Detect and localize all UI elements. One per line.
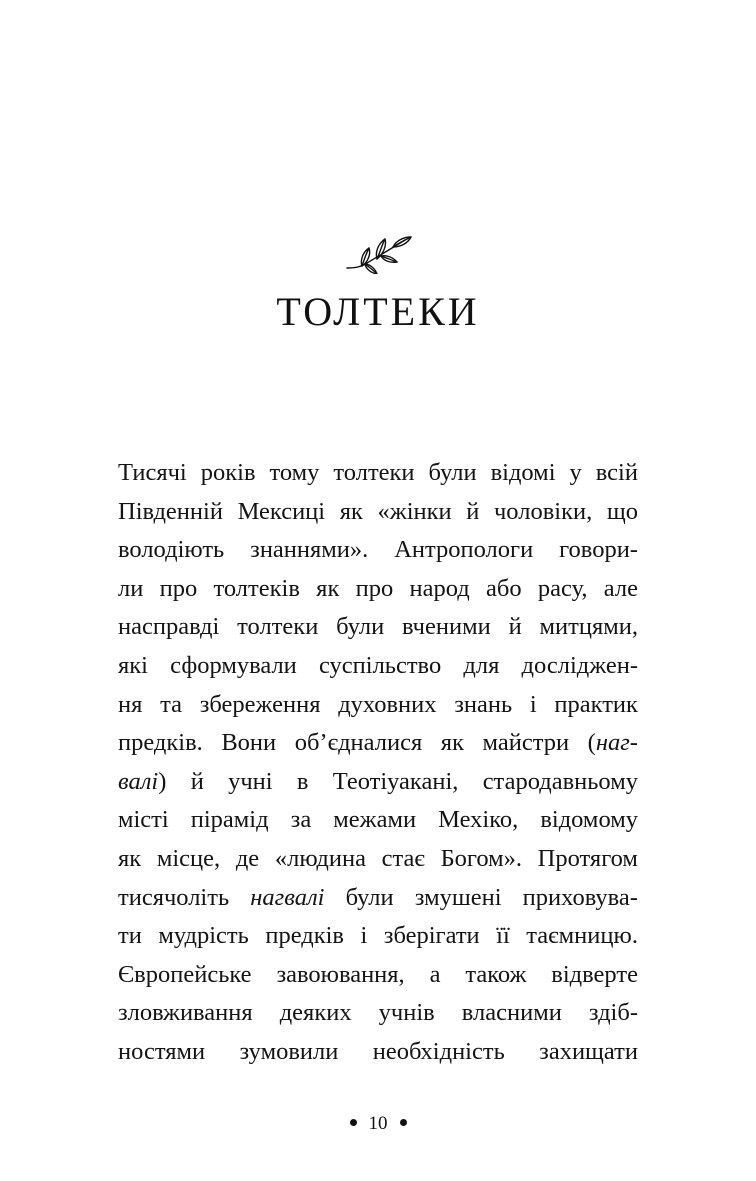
- word-fragment: межами: [333, 806, 417, 834]
- word-fragment: ти: [118, 922, 142, 950]
- word: [522, 647, 638, 686]
- word-fragment: Антропологи: [394, 536, 534, 564]
- word: [319, 647, 441, 686]
- word-fragment: які: [118, 651, 148, 679]
- word-fragment: стає: [381, 844, 425, 872]
- word-fragment: також: [465, 960, 527, 988]
- word: [340, 493, 363, 532]
- word-fragment: були: [428, 459, 477, 486]
- word-fragment: чоловіки,: [493, 497, 593, 525]
- word-fragment: місце,: [156, 844, 221, 872]
- word: [441, 724, 464, 763]
- italic-term: нагвалі: [250, 883, 325, 911]
- word-fragment: були: [345, 883, 394, 911]
- word: [228, 763, 273, 802]
- word: [538, 840, 638, 879]
- text-line: [118, 1033, 638, 1072]
- word: [297, 763, 309, 802]
- word: [158, 917, 249, 956]
- word: [280, 994, 352, 1033]
- word: [483, 724, 570, 763]
- word-fragment: ): [158, 767, 167, 795]
- word: [551, 956, 638, 995]
- word: [250, 531, 368, 570]
- word-fragment: років: [200, 459, 256, 486]
- word: [373, 1033, 505, 1072]
- chapter-title: ТОЛТЕКИ: [276, 289, 480, 334]
- word-fragment: народ: [409, 574, 470, 602]
- word-fragment: сформували: [170, 651, 297, 679]
- word-fragment: й: [508, 613, 522, 641]
- word-fragment: де: [235, 844, 260, 872]
- word: [170, 647, 297, 686]
- word-fragment: митцями,: [539, 613, 638, 641]
- word: [118, 879, 229, 918]
- word: [438, 801, 518, 840]
- word: [295, 724, 423, 763]
- word: [589, 994, 638, 1033]
- word: [276, 956, 404, 995]
- word: [291, 801, 312, 840]
- word-fragment: практик: [554, 690, 638, 718]
- word-fragment: ли: [118, 574, 144, 602]
- word-fragment: предків: [265, 922, 344, 950]
- text-line: [118, 994, 638, 1033]
- word: [275, 840, 366, 879]
- word-fragment: Мексиці: [237, 497, 326, 525]
- word-fragment: толтеки: [333, 459, 415, 486]
- text-line: [118, 917, 638, 956]
- word: [240, 1033, 339, 1072]
- word-fragment: толтеків: [213, 574, 300, 602]
- word: [604, 570, 638, 609]
- word-fragment: зберігати: [383, 922, 480, 950]
- word-fragment: а: [429, 960, 441, 988]
- word-fragment: і: [529, 690, 537, 718]
- word: [118, 686, 142, 725]
- word: [118, 994, 253, 1033]
- word: [160, 570, 198, 609]
- text-line: [118, 647, 638, 686]
- word-fragment: захищати: [539, 1037, 638, 1065]
- text-line: [118, 531, 638, 570]
- word-fragment: досліджен-: [521, 651, 638, 679]
- word: [118, 724, 203, 763]
- word-fragment: за: [290, 806, 312, 834]
- word-fragment: та: [160, 690, 182, 718]
- word: [214, 570, 300, 609]
- word: [415, 879, 502, 918]
- word-fragment: збереження: [199, 690, 321, 718]
- word: [378, 493, 452, 532]
- word: [466, 493, 479, 532]
- word-fragment: для: [463, 651, 500, 679]
- word-fragment: учнів: [378, 999, 435, 1027]
- word-fragment: її: [496, 922, 510, 950]
- word-fragment: вченими: [402, 613, 491, 641]
- word: [270, 454, 320, 493]
- text-line: [118, 454, 638, 493]
- page-footer: [0, 1112, 756, 1136]
- word-fragment: расу,: [537, 574, 588, 602]
- word: [360, 917, 367, 956]
- word-fragment: знаннями».: [250, 536, 369, 564]
- word: [491, 454, 556, 493]
- word: [540, 801, 638, 840]
- text-line: [118, 570, 638, 609]
- word-fragment: деяких: [279, 999, 352, 1027]
- word: [496, 917, 510, 956]
- word: [118, 956, 252, 995]
- word-fragment: ня: [118, 690, 143, 718]
- word-fragment: але: [603, 574, 638, 602]
- word-fragment: суспільство: [318, 651, 442, 679]
- word-fragment: необхідність: [372, 1037, 505, 1065]
- word-fragment: таємницю.: [526, 922, 638, 950]
- word-fragment: знань: [454, 690, 513, 718]
- word: [483, 763, 638, 802]
- word-fragment: відомі: [490, 459, 556, 486]
- word: [554, 686, 638, 725]
- word-fragment: говори-: [559, 536, 638, 564]
- word: [201, 454, 256, 493]
- word: [486, 570, 522, 609]
- word: [530, 686, 537, 725]
- word: [596, 454, 638, 493]
- word: [430, 956, 441, 995]
- word-fragment: Теотіуакані,: [332, 767, 459, 795]
- word-fragment: Тисячі: [118, 459, 187, 486]
- word: [588, 724, 638, 763]
- word: [118, 917, 142, 956]
- word: [236, 840, 259, 879]
- word: [429, 454, 477, 493]
- word-fragment: завоювання,: [276, 960, 405, 988]
- word: [118, 763, 166, 802]
- leaf-branch-icon: [343, 232, 415, 274]
- word: [538, 570, 588, 609]
- word-fragment: толтеки: [237, 613, 319, 641]
- word: [333, 763, 459, 802]
- word-fragment: як: [440, 729, 464, 757]
- word: [238, 493, 326, 532]
- word-fragment: зловживання: [118, 999, 253, 1027]
- word-fragment: відомому: [540, 806, 638, 834]
- word: [607, 493, 638, 532]
- text-line: [118, 686, 638, 725]
- word: [118, 454, 187, 493]
- word: [118, 531, 224, 570]
- word: [410, 570, 470, 609]
- word: [200, 686, 321, 725]
- word-fragment: були: [336, 613, 385, 641]
- word-fragment: як: [118, 844, 142, 872]
- word-fragment: тому: [269, 459, 320, 486]
- word: [118, 1033, 205, 1072]
- word-fragment: (: [587, 729, 596, 757]
- word-fragment: учні: [228, 767, 273, 795]
- bullet-icon: [350, 1119, 357, 1126]
- text-line: [118, 840, 638, 879]
- body-text: [118, 454, 638, 1072]
- word: [221, 724, 276, 763]
- word: [118, 570, 143, 609]
- word-fragment: тисячоліть: [118, 883, 230, 911]
- word: [250, 879, 324, 918]
- word-fragment: здіб-: [588, 999, 638, 1027]
- word-fragment: Богом».: [440, 844, 522, 872]
- word-fragment: зумовили: [239, 1037, 339, 1065]
- word-fragment: володіють: [118, 536, 225, 564]
- word-fragment: власними: [461, 999, 562, 1027]
- word: [441, 840, 522, 879]
- word-fragment: змушені: [414, 883, 502, 911]
- word-fragment: Вони: [221, 729, 277, 757]
- text-line: [118, 763, 638, 802]
- word: [463, 647, 499, 686]
- text-line: [118, 493, 638, 532]
- word-fragment: Європейське: [118, 960, 252, 988]
- word-fragment: або: [486, 574, 522, 602]
- word: [569, 454, 581, 493]
- word: [462, 994, 562, 1033]
- italic-term: наг-: [595, 729, 638, 757]
- word-fragment: й: [466, 497, 480, 525]
- word-fragment: духовних: [338, 690, 437, 718]
- word-fragment: Протягом: [537, 844, 638, 872]
- word-fragment: всій: [595, 459, 638, 486]
- word: [338, 686, 436, 725]
- word: [157, 840, 220, 879]
- word: [118, 493, 223, 532]
- word: [118, 801, 169, 840]
- word-fragment: місті: [118, 806, 169, 834]
- italic-term: валі: [118, 767, 159, 795]
- word-fragment: об’єдналися: [294, 729, 423, 757]
- word-fragment: приховува-: [522, 883, 638, 911]
- word-fragment: і: [360, 922, 368, 950]
- word: [356, 570, 394, 609]
- word-fragment: насправді: [118, 613, 220, 641]
- text-line: [118, 879, 638, 918]
- word: [118, 647, 148, 686]
- word: [382, 840, 425, 879]
- text-line: [118, 608, 638, 647]
- word-fragment: стародавньому: [482, 767, 638, 795]
- word-fragment: про: [159, 574, 198, 602]
- word: [333, 454, 414, 493]
- word: [559, 531, 638, 570]
- word-fragment: Мехіко,: [438, 806, 519, 834]
- word: [191, 763, 204, 802]
- text-line: [118, 956, 638, 995]
- word: [191, 801, 269, 840]
- word-fragment: «жінки: [377, 497, 452, 525]
- word: [465, 956, 526, 995]
- word-fragment: пірамід: [190, 806, 269, 834]
- word: [118, 840, 141, 879]
- word-fragment: предків.: [118, 729, 203, 757]
- word-fragment: як: [316, 574, 340, 602]
- word: [379, 994, 435, 1033]
- text-line: [118, 801, 638, 840]
- word: [384, 917, 480, 956]
- word: [118, 608, 219, 647]
- word-fragment: у: [569, 459, 582, 486]
- word-fragment: що: [606, 497, 638, 525]
- word: [336, 608, 384, 647]
- bullet-icon: [400, 1119, 407, 1126]
- word-fragment: відверте: [551, 960, 638, 988]
- word: [394, 531, 533, 570]
- word: [265, 917, 344, 956]
- word-fragment: як: [339, 497, 363, 525]
- word-fragment: «людина: [274, 844, 366, 872]
- word: [526, 917, 638, 956]
- word-fragment: ностями: [118, 1037, 206, 1065]
- word-fragment: майстри: [482, 729, 570, 757]
- word: [237, 608, 318, 647]
- word: [494, 493, 592, 532]
- word: [523, 879, 638, 918]
- word: [454, 686, 512, 725]
- word: [402, 608, 491, 647]
- word-fragment: про: [355, 574, 394, 602]
- word-fragment: в: [296, 767, 309, 795]
- word-fragment: мудрість: [158, 922, 249, 950]
- word-fragment: й: [190, 767, 204, 795]
- page-number: 10: [368, 1113, 388, 1134]
- word: [333, 801, 416, 840]
- word: [160, 686, 182, 725]
- text-line: [118, 724, 638, 763]
- word: [509, 608, 522, 647]
- word: [346, 879, 394, 918]
- word: [316, 570, 339, 609]
- word: [539, 1033, 638, 1072]
- word-fragment: Південній: [118, 497, 223, 525]
- word: [540, 608, 638, 647]
